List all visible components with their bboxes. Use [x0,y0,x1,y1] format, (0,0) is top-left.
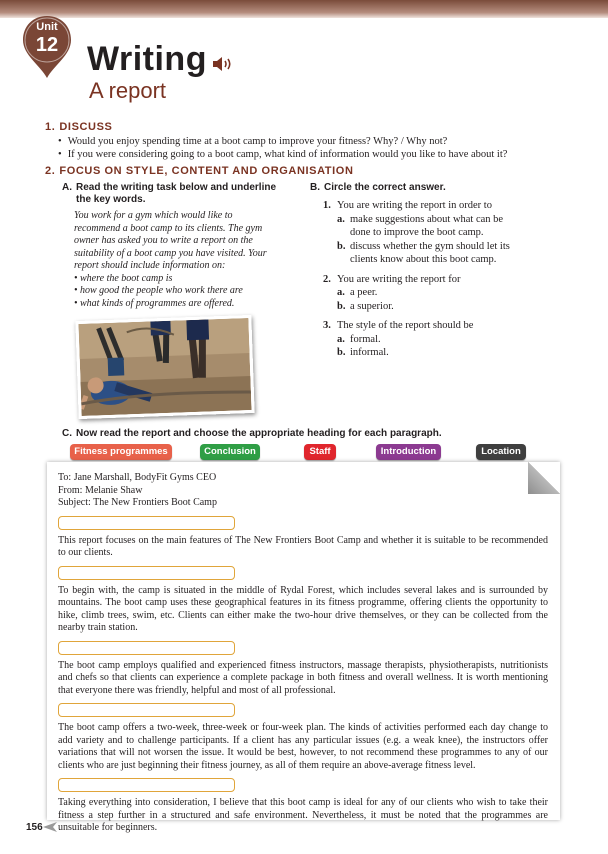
task-line: • what kinds of programmes are offered. [74,297,235,309]
page-number: 156 [26,822,43,833]
report-paragraph: The boot camp offers a two-week, three-week or four-week plan. The kinds of activities performed each day change to add variety and to challenge participants. If a client has any particular issues (e.g. a weak knee), the instructors offer variations that will not worsen the issue. It would be best, however, to not recommend these programmes to any of our clients who are just beginning their fitness journey, as all of them require an above-average fitness level. [58,722,548,771]
answer-option-b[interactable]: b. discuss whether the gym should let its clients know about this boot camp. [337,240,510,265]
page-title: Writing [87,40,207,78]
part-b-instruction: B. Circle the correct answer. [310,182,446,193]
task-line: You work for a gym which would like to [74,210,233,221]
memo-header [58,472,548,510]
task-line: • where the boot camp is [74,272,173,284]
question: 1. You are writing the report in order to a. make suggestions about what can be done to improve the boot camp. b. discuss whether the gym should let its clients know about this boot camp. [323,199,583,267]
boot-camp-photo [75,315,254,419]
unit-label: Unit [36,21,58,33]
answer-option-a[interactable]: a. formal. [337,333,381,345]
memo-to: To: Jane Marshall, BodyFit Gyms CEO [58,472,217,483]
part-a-instruction: A. Read the writing task below and underline the key words. [62,182,277,205]
heading-blank-3[interactable] [58,641,235,655]
heading-staff[interactable]: Staff [304,444,336,460]
list-item: • Would you enjoy spending time at a boot camp to improve your fitness? Why? / Why not? [58,135,578,148]
heading-location[interactable]: Location [476,444,526,460]
heading-blank-5[interactable] [58,778,235,792]
top-band [0,0,608,18]
heading-blank-4[interactable] [58,703,235,717]
report-paragraph: The boot camp employs qualified and experienced fitness instructors, massage therapists, physiotherapists, nutritionists and chefs so that clients can experience a complete package in both fitness and overall wellness. It is worth mentioning that everyone there was friendly, helpful and most of all professional. [58,659,548,696]
section-1-heading: 1. DISCUSS [45,121,113,133]
report-card [47,462,560,833]
task-line: report should include information on: [74,260,226,271]
heading-fitness-programmes[interactable]: Fitness programmes [70,444,172,460]
speaker-icon[interactable] [212,56,234,72]
page-arrow-icon [43,822,57,832]
answer-option-b[interactable]: b. informal. [337,347,389,358]
answer-option-b[interactable]: b. a superior. [337,300,394,312]
memo-from: From: Melanie Shaw [58,484,143,496]
task-line: • how good the people who work there are [74,285,243,296]
report-paragraph: Taking everything into consideration, I believe that this boot camp is ideal for any of our clients who wish to take their fitness a step further in a structured and safe environment. Nevertheless, it must be noted that the programmes are unsuitable for beginners. [58,797,548,833]
task-line: owner has asked you to write a report on the [74,235,253,246]
heading-blank-1[interactable] [58,516,235,530]
heading-blank-2[interactable] [58,566,235,580]
heading-introduction[interactable]: Introduction [376,444,441,460]
task-line: recommend a boot camp to its clients. The gym [74,222,263,234]
part-b-questions [323,199,583,364]
report-paragraph: To begin with, the camp is situated in the middle of Rydal Forest, which includes several lakes and is surrounded by mountains. The boot camp uses these geographical features in its fitness programme, offering clients the opportunity to hike, climb trees, swim, etc. Clients can either make the two-hour drive themselves, or they can be collected from the nearby train station. [58,584,548,633]
memo-subject: Subject: The New Frontiers Boot Camp [58,497,217,508]
answer-option-a[interactable]: a. make suggestions about what can be done to improve the boot camp. [337,213,504,238]
discuss-list [58,135,578,161]
answer-option-a[interactable]: a. a peer. [337,287,378,298]
question: 2. You are writing the report for a. a peer. b. a superior. [323,273,583,314]
heading-options [70,444,540,462]
part-c-instruction: C. Now read the report and choose the appropriate heading for each paragraph. [62,428,442,439]
page-subtitle: A report [89,78,167,103]
writing-task [74,210,270,310]
report-paragraph: This report focuses on the main features of The New Frontiers Boot Camp and whether it is suitable to be recommended to our clients. [58,534,548,558]
unit-badge [22,22,72,55]
question: 3. The style of the report should be a. formal. b. informal. [323,319,583,360]
list-item: • If you were considering going to a boot camp, what kind of information would you like to have about it? [58,148,578,161]
unit-number: 12 [35,34,59,56]
report-letter [58,472,548,839]
section-2-heading: 2. FOCUS ON STYLE, CONTENT AND ORGANISATION [45,165,354,177]
heading-conclusion[interactable]: Conclusion [200,444,260,460]
task-line: suitability of a boot camp you have visited. Your [74,247,267,259]
